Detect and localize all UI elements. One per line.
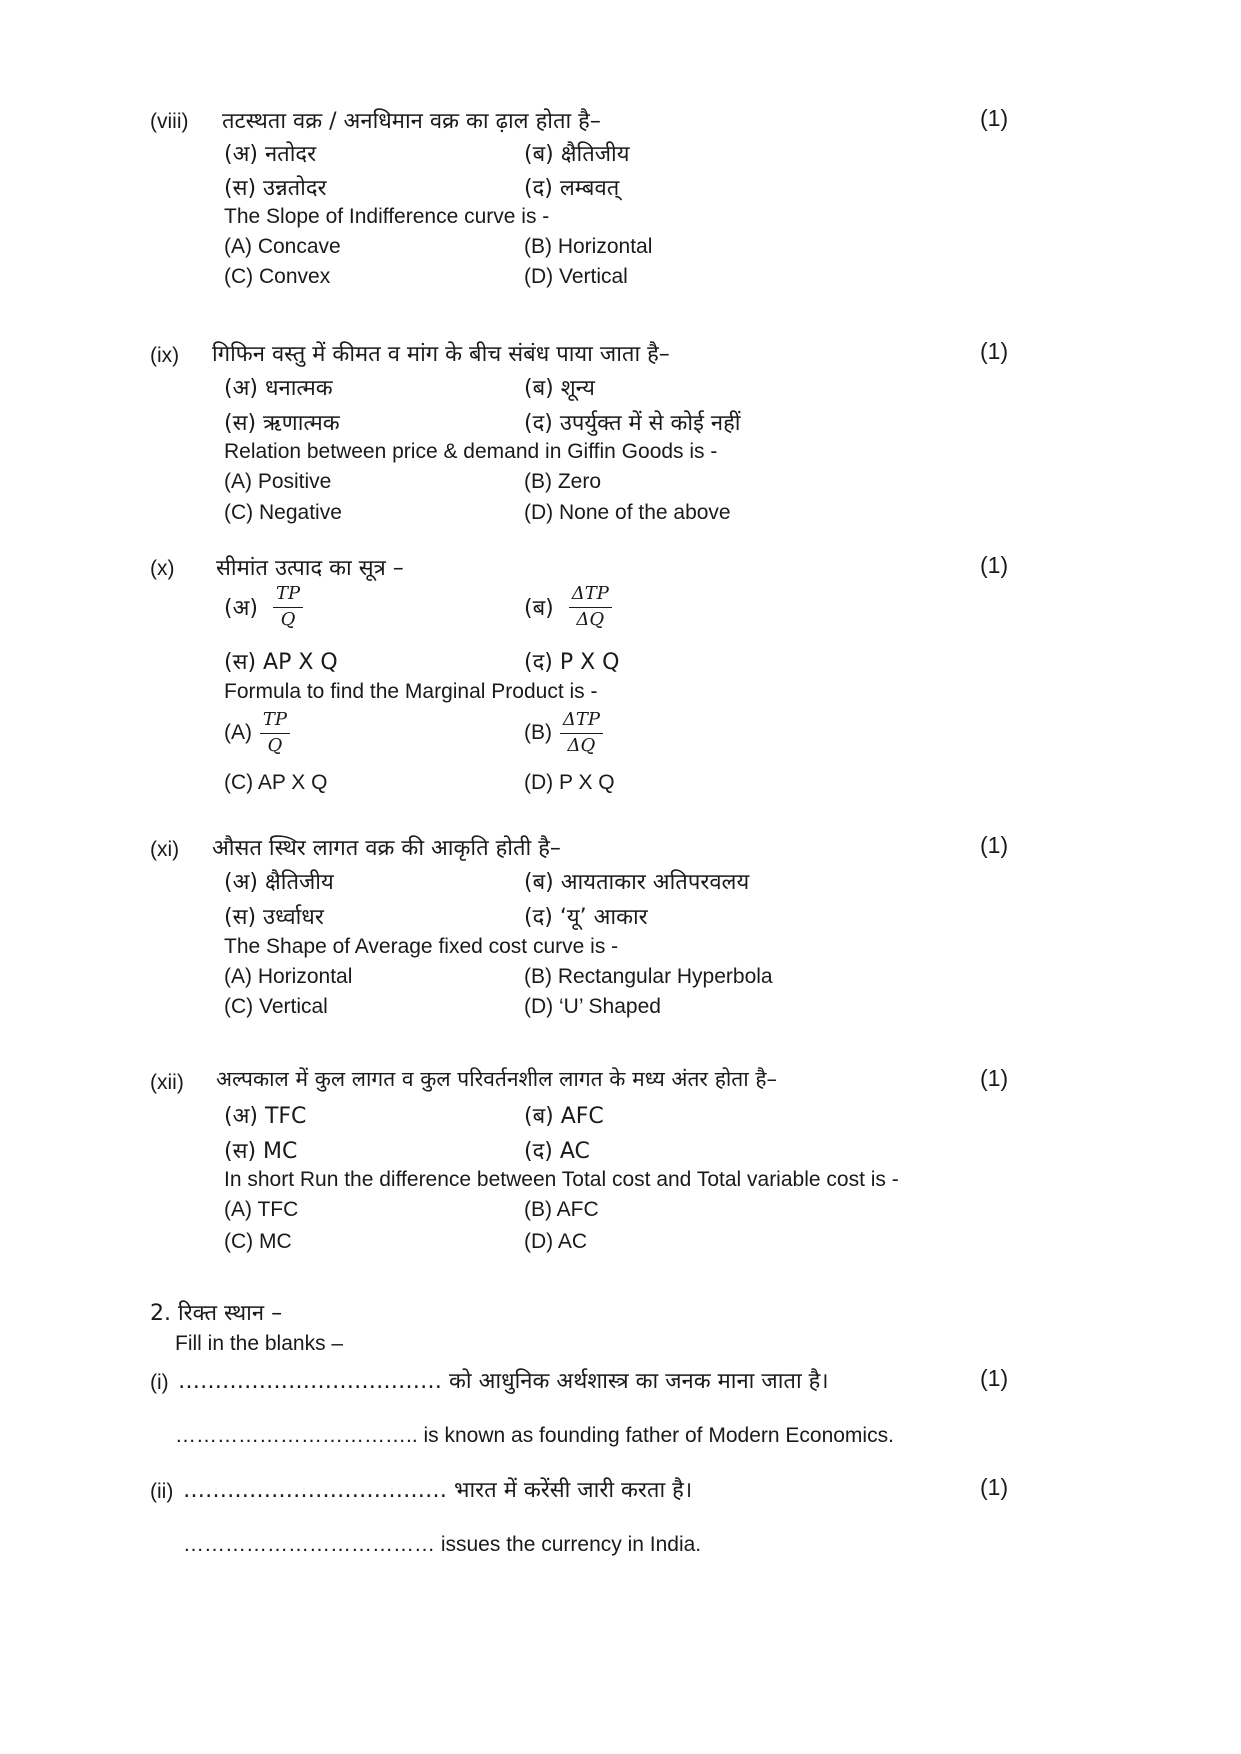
option-hindi-c: (स) उन्नतोदर	[224, 176, 327, 201]
fraction-tp-over-q	[260, 710, 290, 756]
option-eng-a: (A) Horizontal	[224, 965, 353, 988]
blank-question-english: ……………………………… issues the currency in India.	[183, 1533, 702, 1556]
question-marks: (1)	[980, 105, 1009, 131]
option-eng-a	[224, 710, 290, 756]
option-hindi-c: (स) ऋणात्मक	[224, 411, 340, 436]
question-hindi: तटस्थता वक्र / अनधिमान वक्र का ढ़ाल होता है–	[222, 109, 601, 134]
option-hindi-a	[224, 584, 303, 630]
option-label: (अ)	[224, 596, 258, 622]
fraction-delta-tp-over-delta-q	[569, 584, 612, 630]
option-hindi-d: (द) AC	[524, 1139, 590, 1164]
option-eng-a: (A) TFC	[224, 1198, 299, 1221]
question-marks: (1)	[980, 1365, 1009, 1391]
option-eng-b: (B) Zero	[524, 470, 602, 493]
fraction-denominator: ΔQ	[576, 608, 605, 630]
fraction-denominator: ΔQ	[567, 734, 596, 756]
question-hindi: अल्पकाल में कुल लागत व कुल परिवर्तनशील लागत के मध्य अंतर होता है–	[216, 1067, 778, 1091]
option-hindi-d: (द) लम्बवत्	[524, 176, 620, 201]
question-hindi: औसत स्थिर लागत वक्र की आकृति होती है–	[212, 836, 561, 861]
option-label: (A)	[224, 721, 252, 745]
option-hindi-d: (द) P X Q	[524, 650, 620, 675]
option-hindi-a: (अ) नतोदर	[224, 142, 317, 167]
option-hindi-d: (द) ‘यू’ आकार	[524, 905, 648, 930]
question-english: Relation between price & demand in Giffin Goods is -	[224, 440, 718, 463]
fraction-numerator: TP	[260, 710, 290, 734]
question-marks: (1)	[980, 1474, 1009, 1500]
question-english: The Slope of Indifference curve is -	[224, 205, 550, 228]
option-eng-b: (B) AFC	[524, 1198, 599, 1221]
question-marks: (1)	[980, 338, 1009, 364]
fraction-delta-tp-over-delta-q	[560, 710, 603, 756]
option-hindi-b	[524, 584, 612, 630]
option-eng-b: (B) Horizontal	[524, 235, 653, 258]
option-eng-d: (D) None of the above	[524, 501, 731, 524]
blank-question-hindi: ……………………………… भारत में करेंसी जारी करता है।	[183, 1478, 693, 1503]
blank-question-english: …………………………….. is known as founding father of Modern Economics.	[175, 1424, 894, 1447]
option-hindi-b: (ब) आयताकार अतिपरवलय	[524, 870, 750, 895]
fraction-numerator: TP	[273, 584, 303, 608]
question-marks: (1)	[980, 832, 1009, 858]
section-subheading: Fill in the blanks –	[175, 1332, 344, 1355]
option-label: (B)	[524, 721, 552, 745]
question-number: (ix)	[150, 344, 180, 367]
fraction-numerator: ΔTP	[560, 710, 603, 734]
option-hindi-b: (ब) शून्य	[524, 376, 595, 401]
question-number: (i)	[150, 1371, 169, 1394]
option-eng-d: (D) Vertical	[524, 265, 628, 288]
question-hindi: गिफिन वस्तु में कीमत व मांग के बीच संबंध पाया जाता है–	[212, 342, 670, 367]
question-english: The Shape of Average fixed cost curve is -	[224, 935, 619, 958]
question-number: (xii)	[150, 1071, 184, 1094]
question-hindi: सीमांत उत्पाद का सूत्र –	[216, 556, 404, 581]
option-hindi-c: (स) AP X Q	[224, 650, 338, 675]
question-english: Formula to find the Marginal Product is -	[224, 680, 598, 703]
question-number: (x)	[150, 557, 175, 580]
option-eng-a: (A) Positive	[224, 470, 332, 493]
option-eng-b: (B) Rectangular Hyperbola	[524, 965, 773, 988]
question-number: (viii)	[150, 110, 189, 133]
option-label: (ब)	[524, 596, 554, 622]
option-hindi-a: (अ) धनात्मक	[224, 376, 333, 401]
option-eng-b	[524, 710, 603, 756]
option-hindi-a: (अ) क्षैतिजीय	[224, 870, 334, 895]
question-english: In short Run the difference between Total cost and Total variable cost is -	[224, 1168, 899, 1191]
question-marks: (1)	[980, 552, 1009, 578]
fraction-tp-over-q	[273, 584, 303, 630]
option-hindi-a: (अ) TFC	[224, 1104, 307, 1129]
section-heading: 2. रिक्त स्थान –	[150, 1301, 283, 1326]
option-eng-d: (D) ‘U’ Shaped	[524, 995, 661, 1018]
option-eng-c: (C) MC	[224, 1230, 292, 1253]
option-eng-c: (C) Negative	[224, 501, 342, 524]
option-eng-c: (C) Vertical	[224, 995, 328, 1018]
fraction-denominator: Q	[280, 608, 296, 630]
fraction-denominator: Q	[267, 734, 283, 756]
option-hindi-c: (स) MC	[224, 1139, 298, 1164]
option-eng-d: (D) AC	[524, 1230, 587, 1253]
option-eng-d: (D) P X Q	[524, 771, 615, 794]
question-marks: (1)	[980, 1065, 1009, 1091]
option-hindi-b: (ब) क्षैतिजीय	[524, 142, 630, 167]
option-eng-a: (A) Concave	[224, 235, 341, 258]
option-hindi-b: (ब) AFC	[524, 1104, 604, 1129]
option-hindi-d: (द) उपर्युक्त में से कोई नहीं	[524, 411, 741, 436]
option-eng-c: (C) AP X Q	[224, 771, 328, 794]
option-eng-c: (C) Convex	[224, 265, 331, 288]
fraction-numerator: ΔTP	[569, 584, 612, 608]
question-number: (ii)	[150, 1480, 174, 1503]
question-number: (xi)	[150, 838, 180, 861]
option-hindi-c: (स) उर्ध्वाधर	[224, 905, 324, 930]
blank-question-hindi: ……………………………… को आधुनिक अर्थशास्त्र का जनक माना जाता है।	[178, 1369, 829, 1394]
